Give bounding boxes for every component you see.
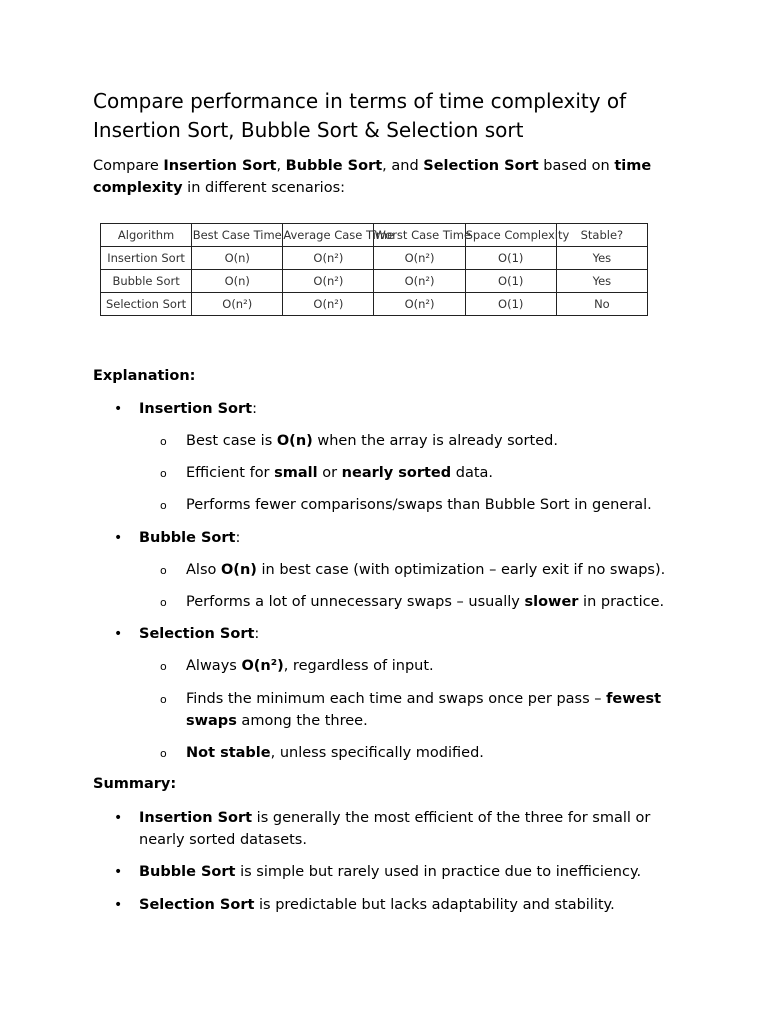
bold-term: small (274, 465, 318, 481)
sub-list-item-text (186, 430, 676, 452)
circle-bullet-icon: o (160, 660, 167, 673)
sub-list-item-text (186, 559, 706, 581)
bullet-icon: • (114, 401, 123, 417)
page-title: Compare performance in terms of time complexity of Insertion Sort, Bubble Sort & Selection sort (93, 89, 627, 142)
text-run: when the array is already sorted. (312, 433, 558, 449)
intro-bold: time complexity (93, 158, 652, 196)
bold-term: Bubble Sort (139, 864, 236, 880)
text-run: Efficient for (186, 465, 275, 481)
text-run: : (254, 626, 260, 642)
text-run: Also (186, 562, 221, 578)
table-cell: O(n²) (374, 293, 465, 316)
circle-bullet-icon: o (160, 499, 167, 512)
bullet-icon: • (114, 626, 123, 642)
bold-term: Insertion Sort (139, 401, 253, 417)
table-row (101, 270, 648, 293)
bold-term: Selection Sort (139, 626, 255, 642)
bold-term: O(n) (276, 433, 313, 449)
sub-list-item-text (186, 742, 676, 764)
intro-bold: Insertion Sort (163, 158, 277, 174)
text-run: Finds the minimum each time and swaps once per pass – (186, 691, 607, 707)
text-run: , unless specifically modified. (270, 745, 484, 761)
text-run: is predictable but lacks adaptability and stability. (254, 897, 615, 913)
table-cell: O(1) (465, 270, 556, 293)
table-header-cell: Algorithm (101, 224, 192, 247)
table-header-cell: Worst Case Time (374, 224, 465, 247)
bold-term: O(n²) (241, 658, 284, 674)
table-header-cell: Average Case Time (283, 224, 374, 247)
sub-list-item-text (186, 688, 671, 732)
circle-bullet-icon: o (160, 747, 167, 760)
text-run: Always (186, 658, 242, 674)
bullet-icon: • (114, 530, 123, 546)
table-cell: Insertion Sort (101, 247, 192, 270)
text-run: is generally the most efficient of the three for small or nearly sorted datasets. (139, 810, 651, 848)
table-header-cell: Stable? (556, 224, 647, 247)
text-run: in best case (with optimization – early exit if no swaps). (256, 562, 666, 578)
comparison-table (100, 223, 648, 316)
table-header-cell: Space Complexity (465, 224, 556, 247)
table-row (101, 247, 648, 270)
list-item-text (139, 623, 659, 645)
text-run: Performs a lot of unnecessary swaps – usually (186, 594, 525, 610)
intro-text: based on (538, 158, 615, 174)
table-cell: O(1) (465, 247, 556, 270)
sub-list-item-text (186, 462, 676, 484)
summary-heading: Summary: (93, 776, 177, 792)
sub-list-item-text: Performs fewer comparisons/swaps than Bubble Sort in general. (186, 497, 652, 513)
table-cell: O(n²) (374, 247, 465, 270)
bold-term: Selection Sort (139, 897, 255, 913)
circle-bullet-icon: o (160, 596, 167, 609)
intro-text: , and (382, 158, 424, 174)
list-item-text (139, 398, 659, 420)
circle-bullet-icon: o (160, 693, 167, 706)
table-cell: O(n²) (374, 270, 465, 293)
intro-text: in different scenarios: (182, 180, 346, 196)
intro-bold: Selection Sort (423, 158, 539, 174)
table-header-cell: Best Case Time (192, 224, 283, 247)
bold-term: O(n) (220, 562, 257, 578)
intro-paragraph (93, 155, 683, 199)
table-cell: Yes (556, 270, 647, 293)
text-run: Best case is (186, 433, 277, 449)
text-run: , regardless of input. (283, 658, 434, 674)
text-run: data. (451, 465, 494, 481)
table-cell: O(1) (465, 293, 556, 316)
circle-bullet-icon: o (160, 435, 167, 448)
text-run: : (235, 530, 241, 546)
text-run: in practice. (578, 594, 665, 610)
circle-bullet-icon: o (160, 564, 167, 577)
intro-text: , (276, 158, 286, 174)
explanation-heading: Explanation: (93, 368, 196, 384)
bullet-icon: • (114, 897, 123, 913)
text-run: : (252, 401, 257, 417)
bold-term: nearly sorted (341, 465, 452, 481)
table-row (101, 293, 648, 316)
table-cell: Selection Sort (101, 293, 192, 316)
table-cell: No (556, 293, 647, 316)
text-run: among the three. (236, 713, 368, 729)
bold-term: Insertion Sort (139, 810, 253, 826)
bold-term: fewest swaps (186, 691, 662, 729)
sub-list-item-text (186, 655, 676, 677)
summary-item-text (139, 894, 659, 916)
list-item-text (139, 527, 659, 549)
table-cell: O(n²) (192, 293, 283, 316)
bold-term: slower (524, 594, 579, 610)
text-run: or (317, 465, 342, 481)
bold-term: Not stable (186, 745, 271, 761)
table-header-row (101, 224, 648, 247)
table-cell: O(n²) (283, 247, 374, 270)
table-cell: Bubble Sort (101, 270, 192, 293)
intro-text: Compare (93, 158, 164, 174)
table-cell: O(n) (192, 270, 283, 293)
table-cell: Yes (556, 247, 647, 270)
intro-bold: Bubble Sort (285, 158, 383, 174)
table-cell: O(n²) (283, 293, 374, 316)
bullet-icon: • (114, 810, 123, 826)
bullet-icon: • (114, 864, 123, 880)
bold-term: Bubble Sort (139, 530, 236, 546)
sub-list-item-text (186, 591, 676, 613)
table-cell: O(n²) (283, 270, 374, 293)
summary-item-text (139, 861, 659, 883)
summary-item-text (139, 807, 654, 851)
table-cell: O(n) (192, 247, 283, 270)
circle-bullet-icon: o (160, 467, 167, 480)
text-run: is simple but rarely used in practice due to inefficiency. (235, 864, 642, 880)
